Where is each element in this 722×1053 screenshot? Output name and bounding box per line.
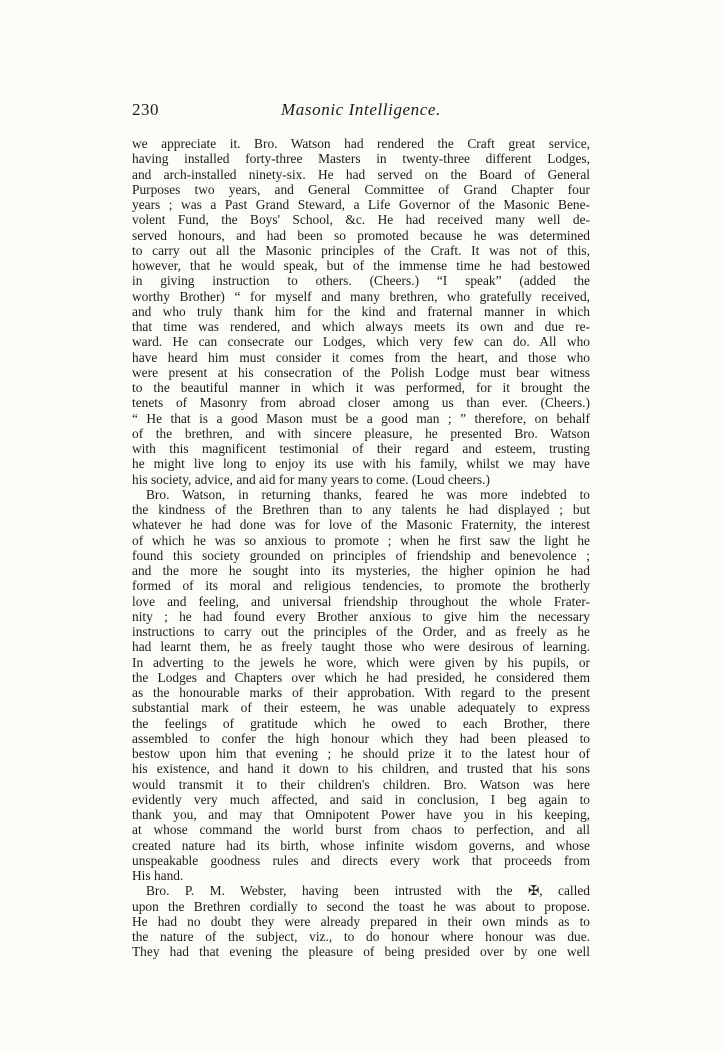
text-line: created nature had its birth, whose infinite wisdom governs, and whose [132, 837, 590, 853]
text-line: worthy Brother) “ for myself and many brethren, who gratefully received, [132, 288, 590, 304]
text-line: They had that evening the pleasure of being presided over by one well [132, 944, 590, 960]
text-line: that time was rendered, and which always meets its own and due re- [132, 319, 590, 334]
text-line: he might live long to enjoy its use with his family, whilst we may have [132, 456, 590, 472]
text-line: at whose command the world burst from chaos to perfection, and all [132, 822, 590, 838]
text-line: have heard him must consider it comes from the heart, and those who [132, 349, 590, 365]
text-line: ward. He can consecrate our Lodges, which very few can do. All who [132, 334, 590, 350]
text-line: years ; was a Past Grand Steward, a Life Governor of the Masonic Bene- [132, 197, 590, 212]
text-line: substantial mark of their esteem, he was unable adequately to express [132, 700, 590, 716]
text-line: nity ; he had found every Brother anxious to give him the necessary [132, 608, 590, 624]
text-line: unspeakable goodness rules and directs every work that proceeds from [132, 852, 590, 868]
text-line: of which he was so anxious to promote ; when he first saw the light he [132, 532, 590, 548]
running-title: Masonic Intelligence. [281, 100, 441, 119]
text-line: whatever he had done was for love of the Masonic Fraternity, the interest [132, 517, 590, 533]
page-header [132, 100, 590, 126]
text-line: and the more he sought into its mysteries, the higher opinion he had [132, 563, 590, 578]
text-line: “ He that is a good Mason must be a good man ; ” therefore, on behalf [132, 410, 590, 426]
text-line: the feelings of gratitude which he owed to each Brother, there [132, 715, 590, 731]
text-line: would transmit it to their children's children. Bro. Watson was here [132, 776, 590, 792]
text-line: Bro. Watson, in returning thanks, feared he was more indebted to [146, 486, 590, 502]
text-line: assembled to confer the high honour which they had been pleased to [132, 730, 590, 746]
text-line: the Lodges and Chapters over which he had presided, he considered them [132, 669, 590, 685]
text-line: tenets of Masonry from abroad closer among us than ever. (Cheers.) [132, 395, 590, 411]
text-line: his society, advice, and aid for many years to come. (Loud cheers.) [132, 471, 490, 487]
text-line: evidently very much affected, and said in conclusion, I beg again to [132, 791, 590, 807]
text-line: upon the Brethren cordially to second the toast he was about to propose. [132, 898, 590, 914]
text-line: thank you, and may that Omnipotent Power have you in his keeping, [132, 807, 590, 822]
text-line: with this magnificent testimonial of their regard and esteem, trusting [132, 441, 590, 456]
text-line: formed of its moral and religious tendencies, to promote the brotherly [132, 578, 590, 594]
text-line: served honours, and had been so promoted because he was determined [132, 227, 590, 243]
text-line: to the beautiful manner in which it was performed, for it brought the [132, 380, 590, 395]
text-line: In adverting to the jewels he wore, which were given by his pupils, or [132, 654, 590, 670]
text-line: were present at his consecration of the Polish Lodge must bear witness [132, 364, 590, 380]
text-line: volent Fund, the Boys' School, &c. He had received many well de- [132, 212, 590, 228]
text-line: we appreciate it. Bro. Watson had rendered the Craft great service, [132, 136, 590, 151]
text-line: the kindness of the Brethren than to any talents he had displayed ; but [132, 502, 590, 517]
text-line: Purposes two years, and General Committee of Grand Chapter four [132, 181, 590, 197]
text-line: His hand. [132, 868, 184, 883]
text-line: to carry out all the Masonic principles of the Craft. It was not of this, [132, 242, 590, 258]
text-line: as the honourable marks of their approbation. With regard to the present [132, 685, 590, 700]
page-number: 230 [132, 100, 159, 119]
text-line: the nature of the subject, viz., to do honour where honour was due. [132, 929, 590, 944]
text-line: had learnt them, he as freely taught those who were desirous of learning. [132, 639, 590, 655]
article-body [132, 136, 590, 960]
text-line: love and feeling, and universal friendship throughout the whole Frater- [132, 593, 590, 609]
text-line: of the brethren, and with sincere pleasure, he presented Bro. Watson [132, 425, 590, 441]
text-line: He had no doubt they were already prepared in their own minds as to [132, 913, 590, 929]
text-line: Bro. P. M. Webster, having been intrusted with the ✠, called [146, 883, 590, 899]
text-line: having installed forty-three Masters in twenty-three different Lodges, [132, 151, 590, 167]
text-line: however, that he would speak, but of the immense time he had bestowed [132, 258, 590, 273]
text-line: bestow upon him that evening ; he should prize it to the latest hour of [132, 746, 590, 761]
text-line: instructions to carry out the principles of the Order, and as freely as he [132, 624, 590, 639]
text-line: found this society grounded on principles of friendship and benevolence ; [132, 547, 590, 563]
text-line: and who truly thank him for the kind and fraternal manner in which [132, 303, 590, 319]
text-line: in giving instruction to others. (Cheers.) “I speak” (added the [132, 273, 590, 289]
text-line: his existence, and hand it down to his children, and trusted that his sons [132, 761, 590, 777]
text-line: and arch-installed ninety-six. He had served on the Board of General [132, 166, 590, 182]
